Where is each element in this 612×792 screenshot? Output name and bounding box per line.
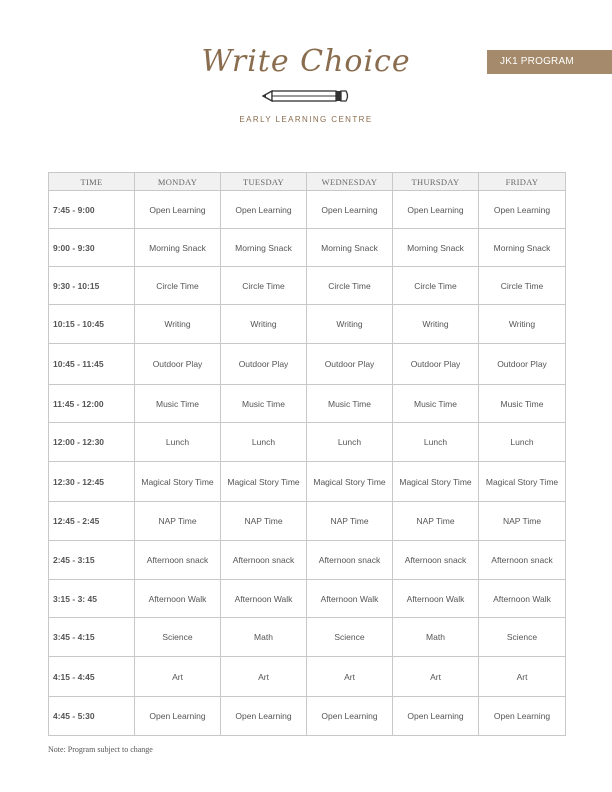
table-row <box>49 344 566 385</box>
column-header-tuesday: TUESDAY <box>221 173 307 191</box>
column-header-monday: MONDAY <box>135 173 221 191</box>
table-row <box>49 267 566 305</box>
activity-cell: Music Time <box>221 385 307 423</box>
column-header-time: TIME <box>49 173 135 191</box>
table-row <box>49 618 566 657</box>
activity-cell: Lunch <box>479 423 566 462</box>
activity-cell: Lunch <box>307 423 393 462</box>
activity-cell: Magical Story Time <box>393 462 479 502</box>
time-slot: 10:45 - 11:45 <box>49 344 135 385</box>
activity-cell: Outdoor Play <box>479 344 566 385</box>
activity-cell: Magical Story Time <box>479 462 566 502</box>
activity-cell: Afternoon Walk <box>479 580 566 618</box>
time-slot: 3:45 - 4:15 <box>49 618 135 657</box>
activity-cell: Outdoor Play <box>393 344 479 385</box>
activity-cell: Lunch <box>393 423 479 462</box>
pencil-icon <box>262 89 350 103</box>
time-slot: 4:45 - 5:30 <box>49 697 135 736</box>
activity-cell: Circle Time <box>307 267 393 305</box>
time-slot: 10:15 - 10:45 <box>49 305 135 344</box>
activity-cell: Open Learning <box>393 697 479 736</box>
activity-cell: Lunch <box>135 423 221 462</box>
time-slot: 11:45 - 12:00 <box>49 385 135 423</box>
activity-cell: NAP Time <box>393 502 479 541</box>
activity-cell: Art <box>135 657 221 697</box>
activity-cell: Morning Snack <box>479 229 566 267</box>
activity-cell: Afternoon snack <box>307 541 393 580</box>
activity-cell: Afternoon snack <box>393 541 479 580</box>
activity-cell: Morning Snack <box>221 229 307 267</box>
activity-cell: Afternoon Walk <box>307 580 393 618</box>
activity-cell: NAP Time <box>479 502 566 541</box>
activity-cell: Outdoor Play <box>307 344 393 385</box>
activity-cell: Art <box>307 657 393 697</box>
activity-cell: Morning Snack <box>307 229 393 267</box>
footer-note: Note: Program subject to change <box>48 745 153 754</box>
activity-cell: Open Learning <box>221 697 307 736</box>
table-row <box>49 580 566 618</box>
table-row <box>49 462 566 502</box>
activity-cell: Afternoon Walk <box>135 580 221 618</box>
activity-cell: Science <box>135 618 221 657</box>
table-row <box>49 657 566 697</box>
time-slot: 12:30 - 12:45 <box>49 462 135 502</box>
table-row <box>49 697 566 736</box>
activity-cell: Afternoon Walk <box>221 580 307 618</box>
activity-cell: Circle Time <box>479 267 566 305</box>
activity-cell: Music Time <box>135 385 221 423</box>
activity-cell: Music Time <box>307 385 393 423</box>
column-header-wednesday: WEDNESDAY <box>307 173 393 191</box>
activity-cell: Music Time <box>479 385 566 423</box>
schedule-body <box>49 191 566 736</box>
time-slot: 12:00 - 12:30 <box>49 423 135 462</box>
activity-cell: Open Learning <box>307 697 393 736</box>
time-slot: 3:15 - 3: 45 <box>49 580 135 618</box>
activity-cell: Open Learning <box>479 697 566 736</box>
activity-cell: Writing <box>221 305 307 344</box>
activity-cell: Morning Snack <box>135 229 221 267</box>
table-row <box>49 229 566 267</box>
activity-cell: Afternoon snack <box>135 541 221 580</box>
activity-cell: Lunch <box>221 423 307 462</box>
activity-cell: Afternoon Walk <box>393 580 479 618</box>
activity-cell: Afternoon snack <box>479 541 566 580</box>
activity-cell: Science <box>307 618 393 657</box>
table-row <box>49 541 566 580</box>
activity-cell: Music Time <box>393 385 479 423</box>
activity-cell: Open Learning <box>135 191 221 229</box>
activity-cell: Circle Time <box>393 267 479 305</box>
activity-cell: Magical Story Time <box>307 462 393 502</box>
activity-cell: Writing <box>393 305 479 344</box>
column-header-thursday: THURSDAY <box>393 173 479 191</box>
activity-cell: Morning Snack <box>393 229 479 267</box>
activity-cell: Writing <box>479 305 566 344</box>
activity-cell: Open Learning <box>135 697 221 736</box>
activity-cell: Afternoon snack <box>221 541 307 580</box>
activity-cell: NAP Time <box>221 502 307 541</box>
activity-cell: NAP Time <box>307 502 393 541</box>
brand-logo-text: Write Choice <box>201 44 411 79</box>
schedule-header-row <box>49 173 566 191</box>
activity-cell: Circle Time <box>221 267 307 305</box>
time-slot: 4:15 - 4:45 <box>49 657 135 697</box>
time-slot: 7:45 - 9:00 <box>49 191 135 229</box>
table-row <box>49 305 566 344</box>
activity-cell: Outdoor Play <box>135 344 221 385</box>
table-row <box>49 423 566 462</box>
table-row <box>49 191 566 229</box>
activity-cell: Open Learning <box>393 191 479 229</box>
activity-cell: Magical Story Time <box>135 462 221 502</box>
activity-cell: Open Learning <box>307 191 393 229</box>
activity-cell: Writing <box>307 305 393 344</box>
time-slot: 12:45 - 2:45 <box>49 502 135 541</box>
activity-cell: Outdoor Play <box>221 344 307 385</box>
activity-cell: Open Learning <box>221 191 307 229</box>
activity-cell: Art <box>393 657 479 697</box>
table-row <box>49 385 566 423</box>
table-row <box>49 502 566 541</box>
time-slot: 9:00 - 9:30 <box>49 229 135 267</box>
activity-cell: NAP Time <box>135 502 221 541</box>
activity-cell: Science <box>479 618 566 657</box>
time-slot: 9:30 - 10:15 <box>49 267 135 305</box>
program-tag: JK1 PROGRAM <box>487 50 612 74</box>
time-slot: 2:45 - 3:15 <box>49 541 135 580</box>
activity-cell: Art <box>479 657 566 697</box>
activity-cell: Art <box>221 657 307 697</box>
activity-cell: Magical Story Time <box>221 462 307 502</box>
activity-cell: Writing <box>135 305 221 344</box>
brand-subtitle: EARLY LEARNING CENTRE <box>239 115 373 124</box>
schedule-table <box>48 172 566 736</box>
column-header-friday: FRIDAY <box>479 173 566 191</box>
activity-cell: Open Learning <box>479 191 566 229</box>
activity-cell: Math <box>221 618 307 657</box>
activity-cell: Math <box>393 618 479 657</box>
activity-cell: Circle Time <box>135 267 221 305</box>
